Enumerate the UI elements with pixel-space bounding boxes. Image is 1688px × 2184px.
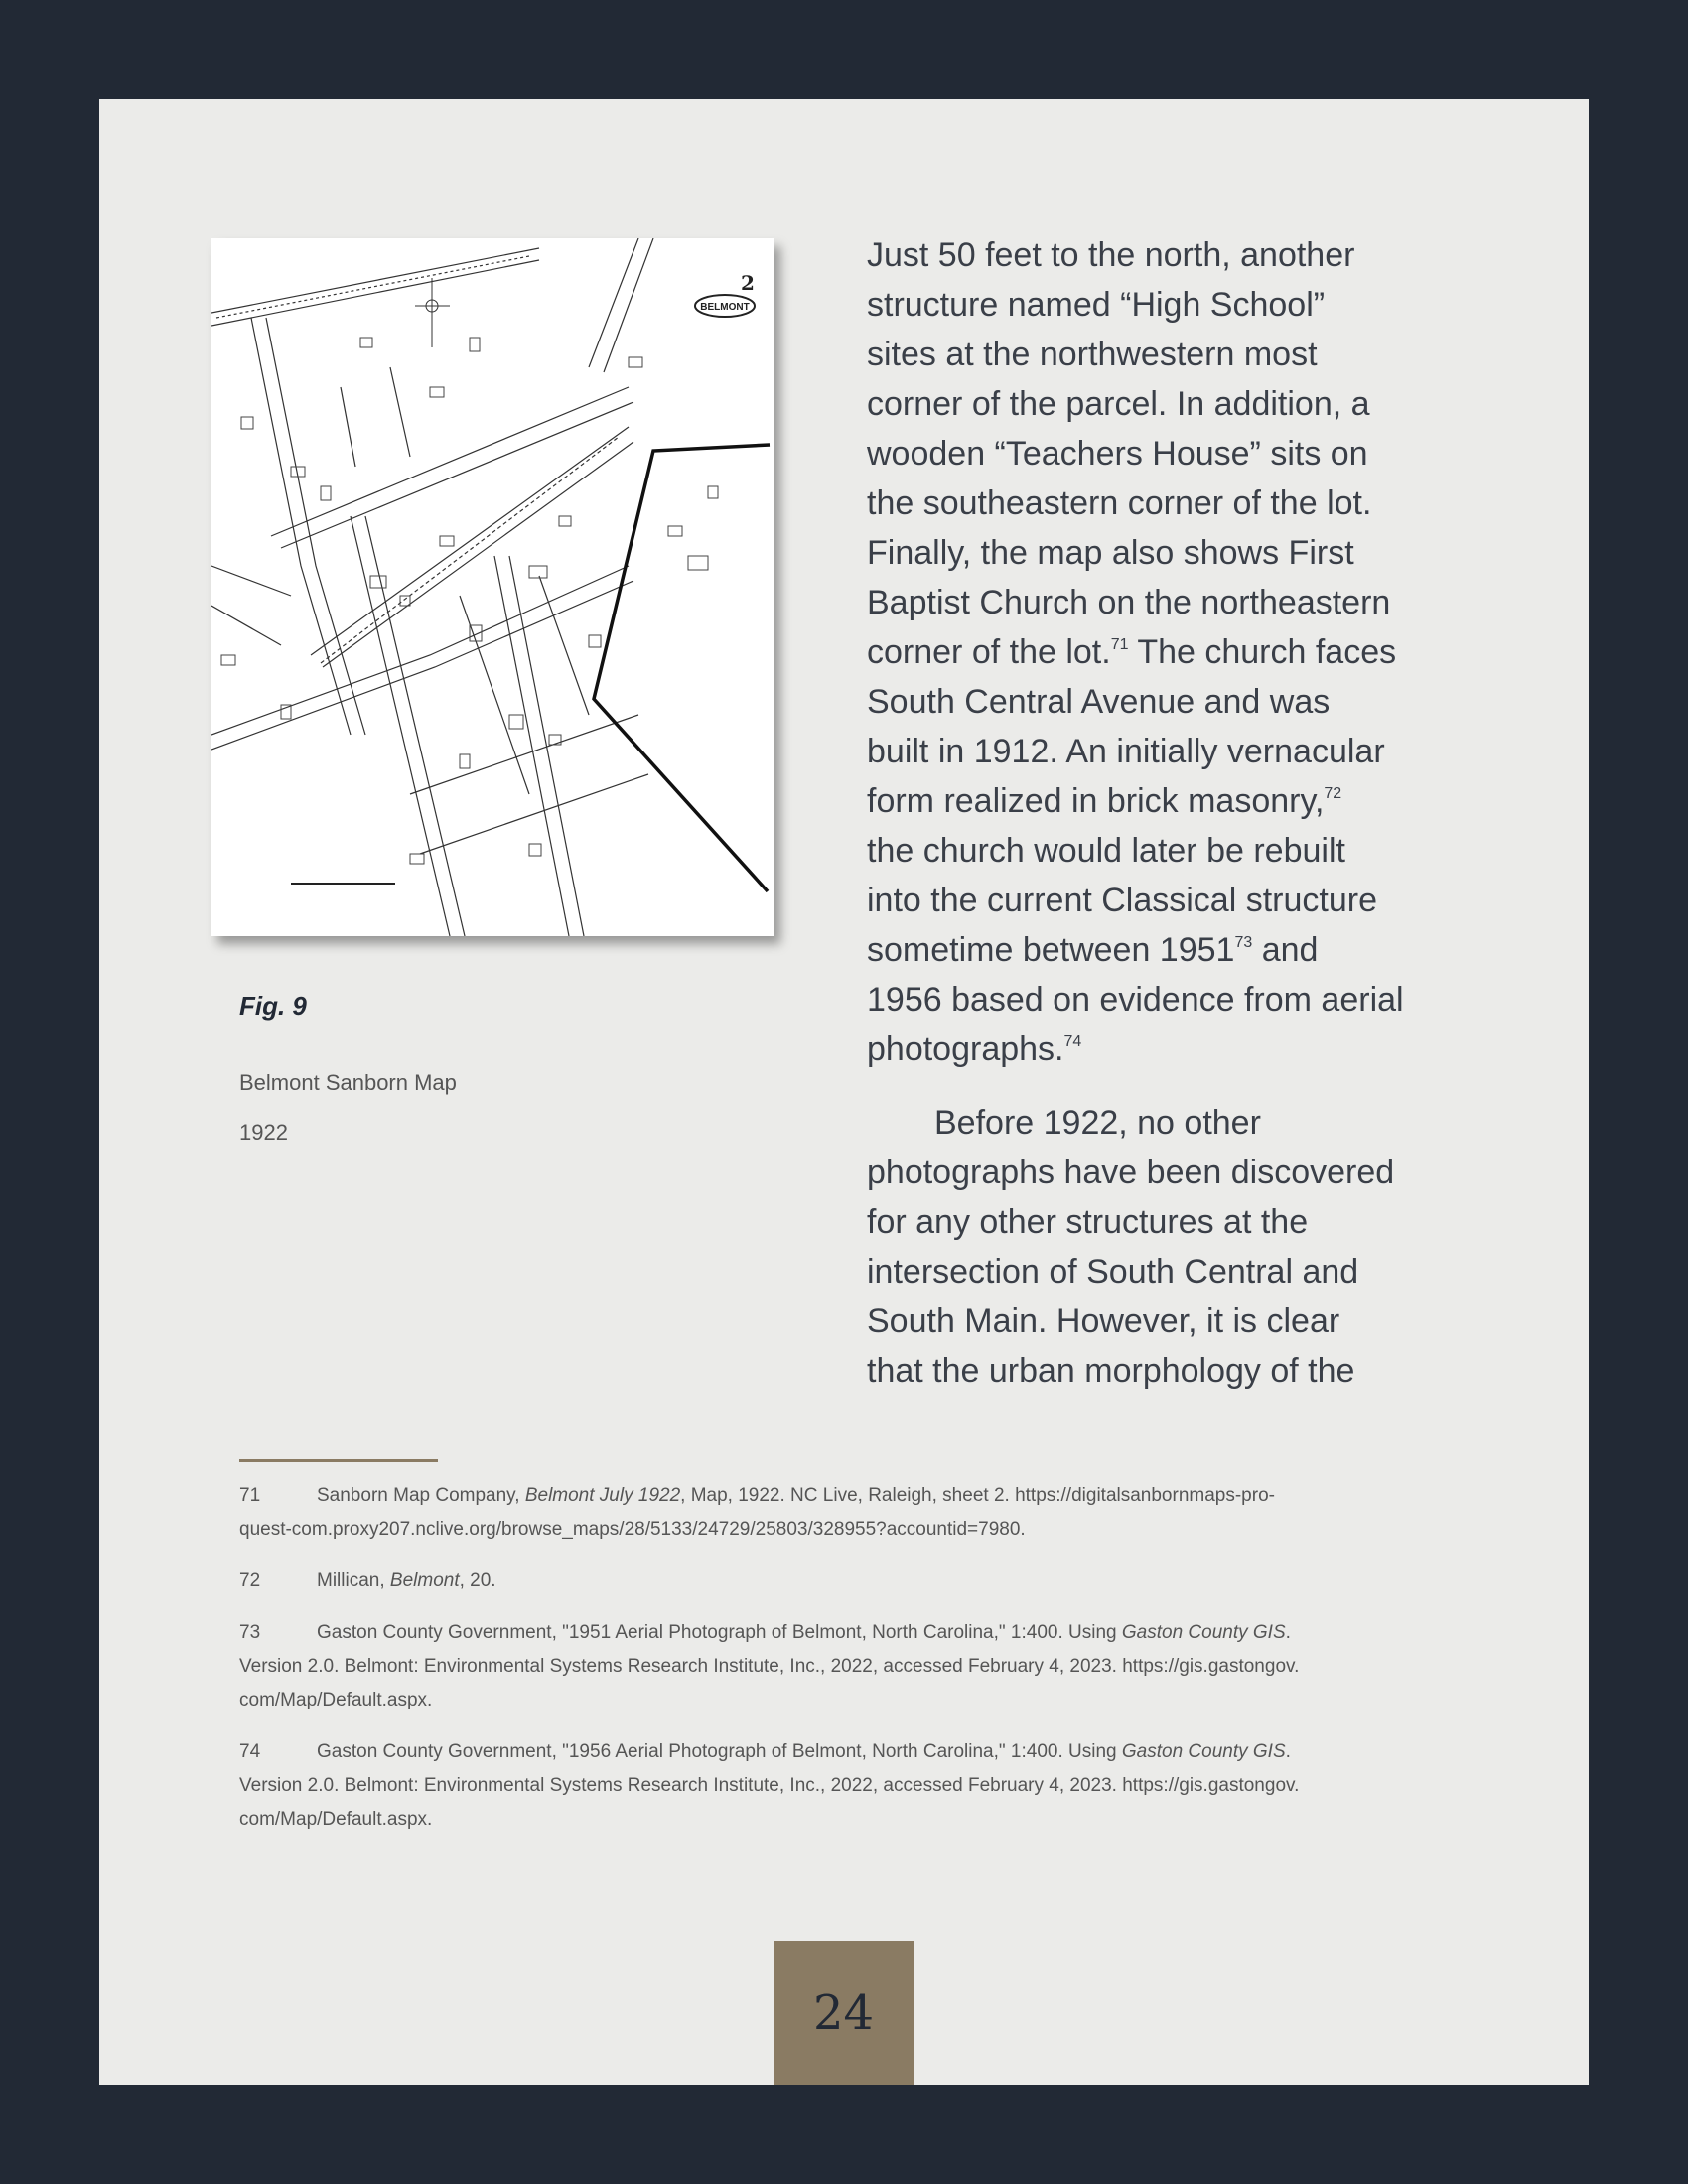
footnote-number: 71 — [239, 1485, 261, 1506]
footnote-number: 72 — [239, 1570, 261, 1591]
text-line: built in 1912. An initially vernacular — [867, 733, 1385, 770]
footnote-line — [239, 1479, 1530, 1513]
footnote-ref-74[interactable]: 74 — [1063, 1033, 1082, 1050]
text-line: the southeastern corner of the lot. — [867, 484, 1372, 522]
footnote-number: 73 — [239, 1622, 261, 1643]
figure-label: Fig. 9 — [239, 991, 307, 1021]
text-line: Before 1922, no other — [934, 1104, 1261, 1142]
footnote-text: Sanborn Map Company, — [317, 1485, 525, 1506]
footnote-line — [239, 1565, 1530, 1598]
text-line: into the current Classical structure — [867, 882, 1377, 919]
paragraph-1 — [867, 230, 1502, 1074]
text-line: photographs have been discovered — [867, 1154, 1395, 1191]
footnote-text: , 20. — [459, 1570, 496, 1591]
map-sheet-number: 2 — [741, 271, 755, 295]
footnote-ref-73[interactable]: 73 — [1234, 934, 1253, 951]
footnote-line[interactable]: com/Map/Default.aspx. — [239, 1809, 433, 1830]
text-line: that the urban morphology of the — [867, 1352, 1355, 1390]
text-line: the church would later be rebuilt — [867, 832, 1345, 870]
footnote-73 — [239, 1616, 1530, 1717]
footnote-text: Gaston County Government, "1956 Aerial Photograph of Belmont, North Carolina," 1:400. Using — [317, 1741, 1122, 1762]
text-line: South Main. However, it is clear — [867, 1302, 1340, 1340]
footnote-text: Millican, — [317, 1570, 390, 1591]
footnote-ref-71[interactable]: 71 — [1110, 636, 1129, 653]
footnote-72 — [239, 1565, 1530, 1598]
text-line — [867, 925, 1502, 975]
footnote-divider — [239, 1459, 438, 1462]
footnote-text: . — [1285, 1741, 1291, 1762]
text-line: South Central Avenue and was — [867, 683, 1331, 721]
sanborn-map-drawing — [211, 238, 774, 936]
map-town-label: BELMONT — [700, 302, 750, 313]
text-segment: form realized in brick masonry, — [867, 782, 1325, 820]
text-line: for any other structures at the — [867, 1203, 1309, 1241]
footnote-line[interactable]: com/Map/Default.aspx. — [239, 1690, 433, 1710]
text-line: wooden “Teachers House” sits on — [867, 435, 1368, 473]
text-line — [867, 627, 1502, 677]
figure-caption-title: Belmont Sanborn Map — [239, 1070, 457, 1095]
footnote-line — [239, 1735, 1530, 1769]
text-segment: corner of the lot. — [867, 633, 1111, 671]
text-segment: photographs. — [867, 1030, 1064, 1068]
text-segment: and — [1252, 931, 1319, 969]
page-number: 24 — [774, 1941, 914, 2085]
text-line — [867, 1024, 1502, 1074]
footnote-line[interactable]: Version 2.0. Belmont: Environmental Systems Research Institute, Inc., 2022, accessed February 4, 2023. https://gis.gastongov. — [239, 1656, 1300, 1677]
footnote-74 — [239, 1735, 1530, 1837]
text-segment: The church faces — [1128, 633, 1397, 671]
sanborn-map-image — [211, 238, 774, 936]
footnote-italic: Belmont July 1922 — [524, 1485, 681, 1506]
text-line — [867, 776, 1502, 826]
figure-caption-year: 1922 — [239, 1120, 288, 1145]
text-line: Just 50 feet to the north, another — [867, 236, 1355, 274]
text-line: Baptist Church on the northeastern — [867, 584, 1391, 621]
footnote-italic: Gaston County GIS — [1121, 1622, 1286, 1643]
footnote-line — [239, 1616, 1530, 1650]
footnote-italic: Gaston County GIS — [1121, 1741, 1286, 1762]
text-segment: sometime between 1951 — [867, 931, 1235, 969]
footnote-text: Gaston County Government, "1951 Aerial Photograph of Belmont, North Carolina," 1:400. Using — [317, 1622, 1122, 1643]
text-line: Finally, the map also shows First — [867, 534, 1354, 572]
text-line: intersection of South Central and — [867, 1253, 1359, 1291]
page — [99, 99, 1589, 2085]
footnote-71 — [239, 1479, 1530, 1547]
text-line: sites at the northwestern most — [867, 336, 1318, 373]
text-line: structure named “High School” — [867, 286, 1326, 324]
text-line: corner of the parcel. In addition, a — [867, 385, 1370, 423]
footnote-line[interactable]: Version 2.0. Belmont: Environmental Systems Research Institute, Inc., 2022, accessed February 4, 2023. https://gis.gastongov. — [239, 1775, 1300, 1796]
footnotes — [239, 1479, 1530, 1854]
footnote-ref-72[interactable]: 72 — [1324, 785, 1342, 802]
footnote-number: 74 — [239, 1741, 261, 1762]
paragraph-2 — [867, 1098, 1502, 1396]
footnote-italic: Belmont — [389, 1570, 460, 1591]
footnote-text: . — [1285, 1622, 1291, 1643]
text-line: 1956 based on evidence from aerial — [867, 981, 1404, 1019]
footnote-line[interactable]: quest-com.proxy207.nclive.org/browse_maps/28/5133/24729/25803/328955?accountid=7980. — [239, 1519, 1026, 1540]
body-text — [867, 230, 1502, 1396]
footnote-text[interactable]: , Map, 1922. NC Live, Raleigh, sheet 2. https://digitalsanbornmaps-pro- — [680, 1485, 1275, 1506]
